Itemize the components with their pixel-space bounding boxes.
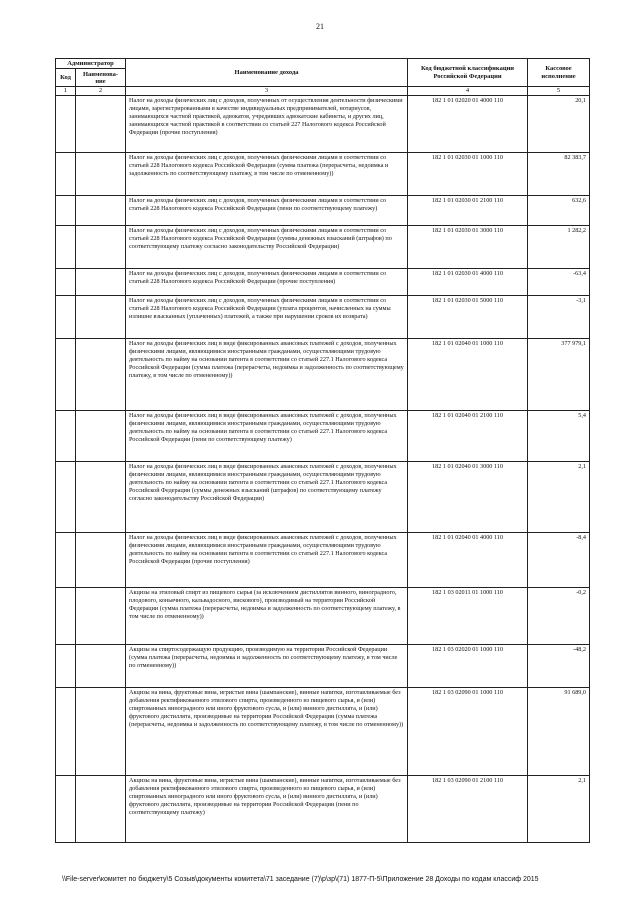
income-name-cell: Налог на доходы физических лиц в виде фиксированных авансовых платежей с доходов, полученных физическими лицами, являющимися иностранными гражданами, осуществляющими трудовую деятельность по найму на основании патента в соответствии со статьей 227.1 Налогового кодекса Российской Федерации (сумма платежа (перерасчеты, недоимка и задолженность по соответствующему платежу, в том числе по отмененному)) [126,339,408,411]
header-admin-code: Код [56,69,76,87]
cash-amount-cell: 1 282,2 [528,226,590,269]
admin-code-cell [56,196,76,226]
cash-amount-cell: -48,2 [528,645,590,688]
budget-code-cell: 182 1 01 02030 01 1000 110 [408,153,528,196]
income-name-cell: Акцизы на вина, фруктовые вина, игристые вина (шампанские), винные напитки, изготавливаемые без добавления ректификованного этилового спирта, произведенного из пищевого сырья, и (или) спиртованных виноградного или иного фруктового сусла, и (или) винного дистиллята, и (или) фруктового дистиллята, производимые на территории Российской Федерации (пени по соответствующему платежу) [126,776,408,843]
revenue-table [55,58,590,843]
admin-name-cell [76,776,126,843]
income-name-cell: Налог на доходы физических лиц с доходов, полученных физическими лицами в соответствии со статьей 228 Налогового кодекса Российской Федерации (прочие поступления) [126,269,408,296]
admin-name-cell [76,226,126,269]
cash-amount-cell: -3,1 [528,296,590,339]
cash-amount-cell: 82 383,7 [528,153,590,196]
income-name-cell: Налог на доходы физических лиц с доходов, полученных физическими лицами в соответствии со статьей 228 Налогового кодекса Российской Федерации (уплата процентов, начисленных на суммы излишне взысканных (уплаченных) платежей, а также при нарушении сроков их возврата) [126,296,408,339]
table-row [56,226,590,269]
admin-code-cell [56,411,76,462]
admin-code-cell [56,153,76,196]
income-name-cell: Налог на доходы физических лиц с доходов, полученных физическими лицами в соответствии со статьей 228 Налогового кодекса Российской Федерации (сумма платежа (перерасчеты, недоимка и задолженность по соответствующему платежу, в том числе по отмененному)) [126,153,408,196]
income-name-cell: Акцизы на вина, фруктовые вина, игристые вина (шампанские), винные напитки, изготавливаемые без добавления ректификованного этилового спирта, произведенного из пищевого сырья, и (или) спиртованных виноградного или иного фруктового сусла, и (или) винного дистиллята, и (или) фруктового дистиллята, производимые на территории Российской Федерации (сумма платежа (перерасчеты, недоимка и задолженность по соответствующему платежу, в том числе по отмененному)) [126,688,408,776]
budget-code-cell: 182 1 01 02040 01 1000 110 [408,339,528,411]
table-header [56,59,590,96]
cash-amount-cell: 2,1 [528,462,590,533]
column-numbers-row [56,87,590,96]
budget-code-cell: 182 1 01 02030 01 3000 110 [408,226,528,269]
admin-code-cell [56,339,76,411]
table-row [56,153,590,196]
income-name-cell: Налог на доходы физических лиц с доходов, полученных физическими лицами в соответствии со статьей 228 Налогового кодекса Российской Федерации (пени по соответствующему платежу) [126,196,408,226]
table-row [56,688,590,776]
column-number: 5 [528,87,590,96]
budget-code-cell: 182 1 03 02090 01 1000 110 [408,688,528,776]
admin-code-cell [56,645,76,688]
admin-code-cell [56,688,76,776]
admin-code-cell [56,462,76,533]
header-admin-name: Наименова-ние [76,69,126,87]
cash-amount-cell: 91 689,0 [528,688,590,776]
budget-code-cell: 182 1 01 02020 01 4000 110 [408,96,528,153]
admin-name-cell [76,296,126,339]
admin-code-cell [56,296,76,339]
admin-name-cell [76,196,126,226]
column-number: 1 [56,87,76,96]
cash-amount-cell: 5,4 [528,411,590,462]
table-row [56,296,590,339]
admin-name-cell [76,339,126,411]
admin-name-cell [76,645,126,688]
admin-code-cell [56,588,76,645]
header-income-name: Наименование дохода [126,59,408,87]
cash-amount-cell: 377 979,1 [528,339,590,411]
admin-name-cell [76,688,126,776]
cash-amount-cell: 632,6 [528,196,590,226]
income-name-cell: Налог на доходы физических лиц в виде фиксированных авансовых платежей с доходов, полученных физическими лицами, являющимися иностранными гражданами, осуществляющими трудовую деятельность по найму на основании патента в соответствии со статьей 227.1 Налогового кодекса Российской Федерации (суммы денежных взысканий (штрафов) по соответствующему платежу согласно законодательству Российской Федерации) [126,462,408,533]
admin-name-cell [76,462,126,533]
table-row [56,339,590,411]
admin-code-cell [56,269,76,296]
page-number: 21 [316,22,324,31]
admin-name-cell [76,411,126,462]
table-row [56,196,590,226]
admin-name-cell [76,269,126,296]
budget-code-cell: 182 1 03 02011 01 1000 110 [408,588,528,645]
budget-code-cell: 182 1 01 02040 01 4000 110 [408,533,528,588]
income-name-cell: Налог на доходы физических лиц в виде фиксированных авансовых платежей с доходов, полученных физическими лицами, являющимися иностранными гражданами, осуществляющими трудовую деятельность по найму на основании патента в соответствии со статьей 227.1 Налогового кодекса Российской Федерации (пени по соответствующему платежу) [126,411,408,462]
admin-code-cell [56,226,76,269]
table-row [56,462,590,533]
income-name-cell: Налог на доходы физических лиц с доходов, полученных от осуществления деятельности физическими лицами, зарегистрированными в качестве индивидуальных предпринимателей, нотариусов, занимающихся частной практикой, адвокатов, учредивших адвокатские кабинеты, и других лиц, занимающихся частной практикой в соответствии со статьей 227 Налогового кодекса Российской Федерации (прочие поступления) [126,96,408,153]
header-administrator: Администратор [56,59,126,69]
column-number: 2 [76,87,126,96]
budget-code-cell: 182 1 01 02040 01 2100 110 [408,411,528,462]
column-number: 4 [408,87,528,96]
cash-amount-cell: -8,4 [528,533,590,588]
table-row [56,411,590,462]
table-row [56,96,590,153]
admin-code-cell [56,776,76,843]
admin-name-cell [76,153,126,196]
budget-code-cell: 182 1 01 02030 01 4000 110 [408,269,528,296]
column-number: 3 [126,87,408,96]
income-name-cell: Налог на доходы физических лиц в виде фиксированных авансовых платежей с доходов, полученных физическими лицами, являющимися иностранными гражданами, осуществляющими трудовую деятельность по найму на основании патента в соответствии со статьей 227.1 Налогового кодекса Российской Федерации (прочие поступления) [126,533,408,588]
income-name-cell: Акцизы на этиловый спирт из пищевого сырья (за исключением дистиллятов винного, виноградного, плодового, коньячного, кальвадосного, вискового), производимый на территории Российской Федерации (сумма платежа (перерасчеты, недоимка и задолженность по соответствующему платежу, в том числе по отмененному)) [126,588,408,645]
admin-name-cell [76,588,126,645]
budget-code-cell: 182 1 01 02030 01 2100 110 [408,196,528,226]
admin-name-cell [76,96,126,153]
table-row [56,588,590,645]
income-name-cell: Налог на доходы физических лиц с доходов, полученных физическими лицами в соответствии со статьей 228 Налогового кодекса Российской Федерации (суммы денежных взысканий (штрафов) по соответствующему платежу согласно законодательству Российской Федерации) [126,226,408,269]
admin-code-cell [56,96,76,153]
cash-amount-cell: 20,1 [528,96,590,153]
cash-amount-cell: -0,2 [528,588,590,645]
budget-code-cell: 182 1 01 02030 01 5000 110 [408,296,528,339]
admin-code-cell [56,533,76,588]
admin-name-cell [76,533,126,588]
income-name-cell: Акцизы на спиртосодержащую продукцию, производимую на территории Российской Федерации (сумма платежа (перерасчеты, недоимка и задолженность по соответствующему платежу, в том числе по отмененному)) [126,645,408,688]
header-budget-code: Код бюджетной классификации Российской Федерации [408,59,528,87]
table-row [56,269,590,296]
budget-code-cell: 182 1 03 02090 01 2100 110 [408,776,528,843]
header-cash-execution: Кассовое исполнение [528,59,590,87]
cash-amount-cell: 2,1 [528,776,590,843]
table-row [56,645,590,688]
table-row [56,533,590,588]
budget-code-cell: 182 1 03 02020 01 1000 110 [408,645,528,688]
file-path-footer: \\File-server\комитет по бюджету\5 Созыв\документы комитета\71 заседание (7)\р\зр\(71) 1877-П-5\Приложение 28 Доходы по кодам классиф 2015 [62,876,539,883]
table-row [56,776,590,843]
table-body [56,96,590,843]
budget-code-cell: 182 1 01 02040 01 3000 110 [408,462,528,533]
cash-amount-cell: -63,4 [528,269,590,296]
